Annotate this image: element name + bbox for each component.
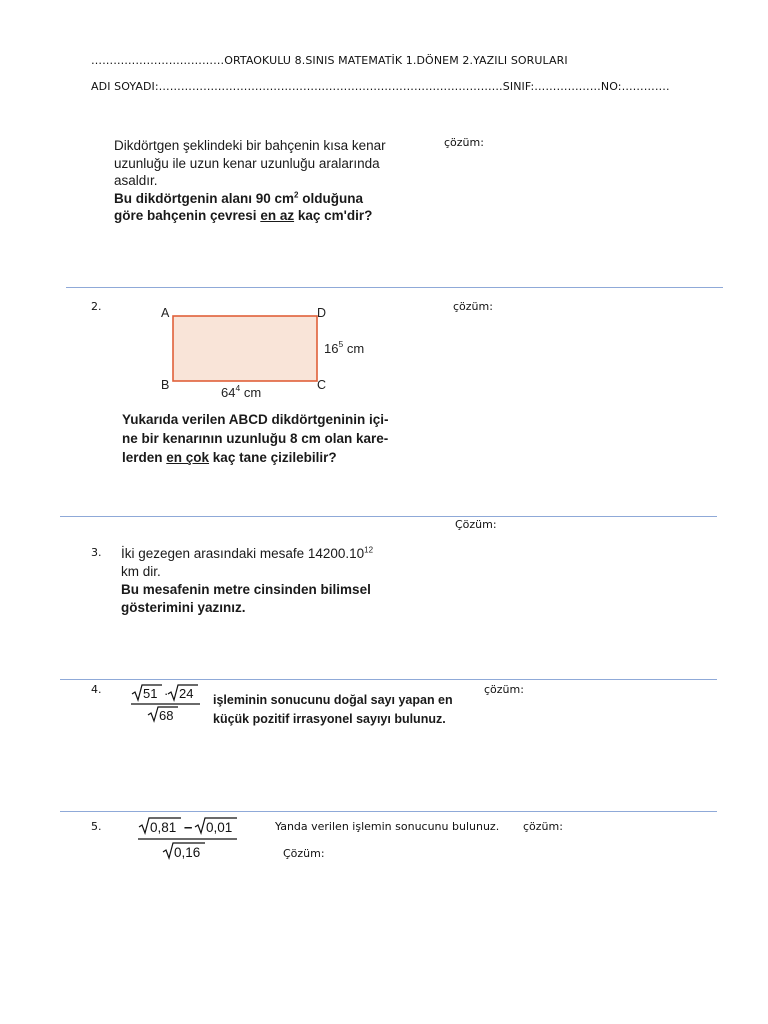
q5-numerator-a: 0,81	[150, 820, 177, 835]
q4-line: küçük pozitif irrasyonel sayıyı bulunuz.	[213, 712, 446, 726]
q3-line: km dir.	[121, 564, 161, 579]
rectangle-shape	[173, 316, 317, 381]
q4-denominator: 68	[159, 708, 174, 723]
question-1	[114, 137, 414, 225]
q4-solution-label: çözüm:	[484, 683, 524, 696]
divider	[60, 679, 717, 680]
q5-radical-expression	[136, 815, 242, 865]
q1-line: uzunluğu ile uzun kenar uzunluğu aralarında	[114, 155, 380, 171]
q3-bold-line: gösterimini yazınız.	[121, 600, 246, 615]
vertex-c: C	[317, 378, 327, 392]
q4-line: işleminin sonucunu doğal sayı yapan en	[213, 693, 453, 707]
q1-bold-line: göre bahçenin çevresi en az kaç cm'dir?	[114, 208, 373, 223]
question-2	[122, 410, 422, 467]
exam-title: ………………………………ORTAOKULU 8.SINIS MATEMATİK 1.DÖNEM 2.YAZILI SORULARI	[91, 54, 568, 67]
student-info-line: ADI SOYADI:…………………………………………………………………………………SINIF:………………NO:………….	[91, 80, 670, 93]
q5-solution-label-below: Çözüm:	[283, 847, 325, 860]
q2-line: Yukarıda verilen ABCD dikdörtgeninin içi-	[122, 412, 389, 427]
question-3	[121, 545, 421, 617]
divider	[60, 811, 717, 812]
q4-numerator-a: 51	[143, 686, 158, 701]
q5-instruction: Yanda verilen işlemin sonucunu bulunuz.	[275, 820, 500, 833]
q5-denominator: 0,16	[174, 845, 201, 860]
q4-numerator-b: 24	[179, 686, 194, 701]
q3-solution-label: Çözüm:	[455, 518, 497, 531]
q3-bold-line: Bu mesafenin metre cinsinden bilimsel	[121, 582, 371, 597]
minus-sign: –	[184, 819, 193, 836]
q2-line: ne bir kenarının uzunluğu 8 cm olan kare-	[122, 431, 389, 446]
q4-number: 4.	[91, 683, 102, 696]
divider	[60, 516, 717, 517]
q5-numerator-b: 0,01	[206, 820, 233, 835]
side-length-bottom: $64^4$ cm	[221, 383, 262, 400]
q4-radical-expression	[128, 682, 204, 724]
q1-line: Dikdörtgen şeklindeki bir bahçenin kısa kenar	[114, 138, 386, 153]
rectangle-abcd-figure	[150, 300, 390, 405]
q5-solution-label: çözüm:	[523, 820, 563, 833]
question-4	[213, 691, 473, 729]
vertex-a: A	[161, 306, 170, 320]
q3-line: İki gezegen arasındaki mesafe 14200.10$^{12}$	[121, 545, 374, 561]
q5-number: 5.	[91, 820, 102, 833]
q2-line: lerden en çok kaç tane çizilebilir?	[122, 450, 337, 465]
q1-solution-label: çözüm:	[444, 136, 484, 149]
q2-number: 2.	[91, 300, 102, 313]
vertex-b: B	[161, 378, 170, 392]
q3-number: 3.	[91, 546, 102, 559]
divider	[66, 287, 723, 288]
q2-solution-label: çözüm:	[453, 300, 493, 313]
q1-line: asaldır.	[114, 173, 158, 188]
side-length-right: $16^5$ cm	[324, 339, 365, 356]
q1-bold-line: Bu dikdörtgenin alanı 90 $cm^2$ olduğuna	[114, 190, 363, 206]
vertex-d: D	[317, 306, 327, 320]
multiply-dot: ·	[164, 686, 169, 701]
